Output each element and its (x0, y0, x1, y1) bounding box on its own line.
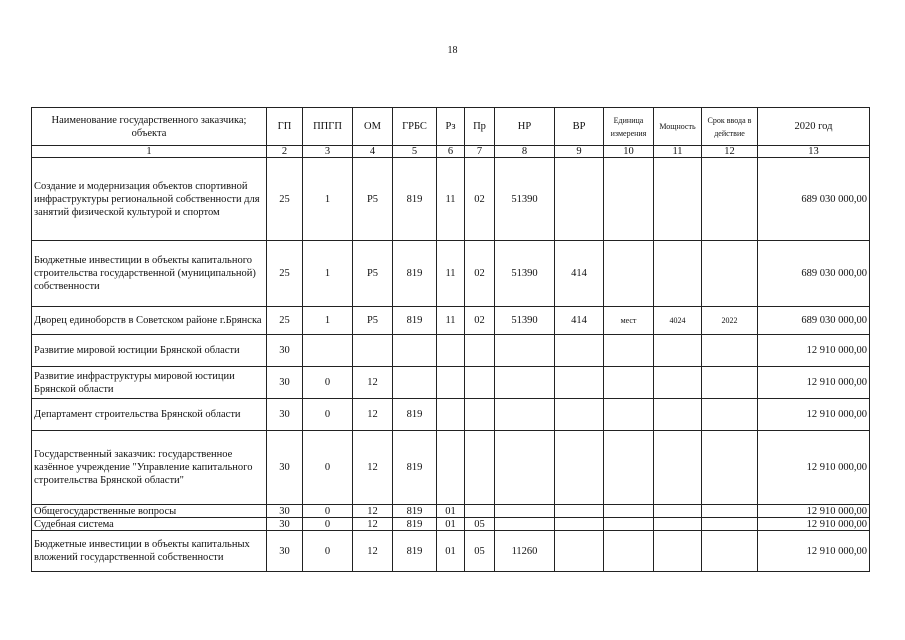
cell-vr (555, 367, 604, 399)
column-number: 1 (32, 146, 267, 158)
cell-gp: 30 (267, 335, 303, 367)
cell-pr: 05 (465, 531, 495, 572)
cell-om (353, 335, 393, 367)
cell-amount: 12 910 000,00 (758, 505, 870, 518)
cell-rz: 01 (437, 531, 465, 572)
cell-amount: 12 910 000,00 (758, 399, 870, 431)
cell-rz: 01 (437, 505, 465, 518)
cell-amount: 12 910 000,00 (758, 518, 870, 531)
cell-unit (604, 158, 654, 241)
budget-table (31, 107, 870, 572)
page-number: 18 (447, 45, 458, 56)
cell-gp: 30 (267, 518, 303, 531)
header-cell: ОМ (353, 108, 393, 146)
header-row (32, 108, 870, 146)
cell-unit (604, 367, 654, 399)
cell-pr (465, 367, 495, 399)
table-row (32, 431, 870, 505)
cell-grbs (393, 335, 437, 367)
cell-ppgp: 0 (303, 399, 353, 431)
cell-grbs: 819 (393, 241, 437, 307)
cell-name: Создание и модернизация объектов спортивной инфраструктуры региональной собственности для занятий физической культурой и спортом (32, 158, 267, 241)
cell-rz: 01 (437, 518, 465, 531)
cell-unit (604, 335, 654, 367)
cell-amount: 12 910 000,00 (758, 367, 870, 399)
cell-nr (495, 505, 555, 518)
table-row (32, 531, 870, 572)
column-number: 4 (353, 146, 393, 158)
cell-term (702, 431, 758, 505)
cell-vr (555, 431, 604, 505)
cell-nr: 11260 (495, 531, 555, 572)
cell-capacity (654, 518, 702, 531)
column-number: 7 (465, 146, 495, 158)
cell-rz: 11 (437, 241, 465, 307)
cell-ppgp (303, 335, 353, 367)
cell-term (702, 367, 758, 399)
cell-amount: 689 030 000,00 (758, 241, 870, 307)
cell-unit (604, 531, 654, 572)
header-cell: ВР (555, 108, 604, 146)
cell-nr: 51390 (495, 307, 555, 335)
header-cell: Наименование государственного заказчика; объекта (32, 108, 267, 146)
header-cell: Мощность (654, 108, 702, 146)
cell-name: Общегосударственные вопросы (32, 505, 267, 518)
cell-om: 12 (353, 367, 393, 399)
column-number: 5 (393, 146, 437, 158)
cell-ppgp: 0 (303, 531, 353, 572)
cell-pr: 05 (465, 518, 495, 531)
cell-term: 2022 (702, 307, 758, 335)
cell-rz: 11 (437, 307, 465, 335)
cell-pr (465, 505, 495, 518)
cell-rz: 11 (437, 158, 465, 241)
cell-om: Р5 (353, 158, 393, 241)
cell-vr (555, 531, 604, 572)
cell-term (702, 335, 758, 367)
cell-capacity (654, 158, 702, 241)
header-cell: Рз (437, 108, 465, 146)
header-cell: НР (495, 108, 555, 146)
cell-vr: 414 (555, 307, 604, 335)
cell-pr: 02 (465, 241, 495, 307)
cell-om: 12 (353, 531, 393, 572)
cell-vr (555, 505, 604, 518)
cell-ppgp: 1 (303, 241, 353, 307)
cell-capacity (654, 335, 702, 367)
cell-pr: 02 (465, 158, 495, 241)
cell-ppgp: 1 (303, 307, 353, 335)
column-number: 10 (604, 146, 654, 158)
table-row (32, 518, 870, 531)
header-cell: 2020 год (758, 108, 870, 146)
cell-ppgp: 0 (303, 367, 353, 399)
cell-ppgp: 1 (303, 158, 353, 241)
cell-gp: 30 (267, 531, 303, 572)
cell-name: Государственный заказчик: государственное казённое учреждение "Управление капитального строительства Брянской области" (32, 431, 267, 505)
header-cell: Пр (465, 108, 495, 146)
cell-term (702, 518, 758, 531)
cell-name: Развитие мировой юстиции Брянской области (32, 335, 267, 367)
cell-pr: 02 (465, 307, 495, 335)
cell-grbs (393, 367, 437, 399)
cell-name: Бюджетные инвестиции в объекты капитального строительства государственной (муниципальной) собственности (32, 241, 267, 307)
cell-vr (555, 158, 604, 241)
cell-pr (465, 335, 495, 367)
cell-unit: мест (604, 307, 654, 335)
column-number: 3 (303, 146, 353, 158)
cell-om: 12 (353, 518, 393, 531)
header-cell: ГРБС (393, 108, 437, 146)
cell-nr (495, 431, 555, 505)
header-cell: Срок ввода в действие (702, 108, 758, 146)
cell-capacity (654, 505, 702, 518)
cell-pr (465, 399, 495, 431)
cell-gp: 30 (267, 431, 303, 505)
cell-unit (604, 399, 654, 431)
cell-capacity (654, 399, 702, 431)
table-row (32, 367, 870, 399)
cell-amount: 12 910 000,00 (758, 335, 870, 367)
cell-name: Судебная система (32, 518, 267, 531)
cell-vr (555, 399, 604, 431)
cell-om: 12 (353, 505, 393, 518)
cell-grbs: 819 (393, 531, 437, 572)
cell-vr (555, 518, 604, 531)
cell-ppgp: 0 (303, 518, 353, 531)
column-number: 8 (495, 146, 555, 158)
cell-gp: 30 (267, 399, 303, 431)
cell-nr: 51390 (495, 241, 555, 307)
cell-nr: 51390 (495, 158, 555, 241)
cell-amount: 689 030 000,00 (758, 158, 870, 241)
cell-nr (495, 335, 555, 367)
cell-nr (495, 367, 555, 399)
table-row (32, 241, 870, 307)
cell-gp: 25 (267, 241, 303, 307)
cell-gp: 25 (267, 307, 303, 335)
cell-ppgp: 0 (303, 505, 353, 518)
table-row (32, 335, 870, 367)
cell-capacity (654, 531, 702, 572)
cell-capacity: 4024 (654, 307, 702, 335)
cell-rz (437, 335, 465, 367)
header-cell: ГП (267, 108, 303, 146)
cell-unit (604, 505, 654, 518)
cell-om: 12 (353, 399, 393, 431)
cell-term (702, 531, 758, 572)
cell-rz (437, 399, 465, 431)
column-number: 6 (437, 146, 465, 158)
cell-amount: 689 030 000,00 (758, 307, 870, 335)
column-number: 11 (654, 146, 702, 158)
column-number-row (32, 146, 870, 158)
table-row (32, 307, 870, 335)
cell-name: Бюджетные инвестиции в объекты капитальных вложений государственной собственности (32, 531, 267, 572)
cell-unit (604, 431, 654, 505)
cell-term (702, 505, 758, 518)
table-row (32, 505, 870, 518)
cell-amount: 12 910 000,00 (758, 431, 870, 505)
cell-grbs: 819 (393, 505, 437, 518)
cell-pr (465, 431, 495, 505)
cell-gp: 30 (267, 367, 303, 399)
cell-capacity (654, 241, 702, 307)
cell-gp: 30 (267, 505, 303, 518)
table-row (32, 158, 870, 241)
cell-nr (495, 518, 555, 531)
cell-rz (437, 431, 465, 505)
cell-om: Р5 (353, 307, 393, 335)
cell-amount: 12 910 000,00 (758, 531, 870, 572)
cell-gp: 25 (267, 158, 303, 241)
cell-name: Развитие инфраструктуры мировой юстиции Брянской области (32, 367, 267, 399)
cell-om: Р5 (353, 241, 393, 307)
cell-vr (555, 335, 604, 367)
header-cell: Единица измерения (604, 108, 654, 146)
table-row (32, 399, 870, 431)
cell-name: Дворец единоборств в Советском районе г.Брянска (32, 307, 267, 335)
cell-capacity (654, 367, 702, 399)
cell-unit (604, 518, 654, 531)
cell-rz (437, 367, 465, 399)
cell-term (702, 399, 758, 431)
cell-term (702, 241, 758, 307)
cell-capacity (654, 431, 702, 505)
cell-name: Департамент строительства Брянской области (32, 399, 267, 431)
cell-grbs: 819 (393, 518, 437, 531)
cell-unit (604, 241, 654, 307)
header-cell: ППГП (303, 108, 353, 146)
cell-grbs: 819 (393, 158, 437, 241)
cell-om: 12 (353, 431, 393, 505)
column-number: 12 (702, 146, 758, 158)
column-number: 9 (555, 146, 604, 158)
column-number: 13 (758, 146, 870, 158)
cell-grbs: 819 (393, 431, 437, 505)
column-number: 2 (267, 146, 303, 158)
cell-grbs: 819 (393, 307, 437, 335)
cell-nr (495, 399, 555, 431)
cell-term (702, 158, 758, 241)
cell-ppgp: 0 (303, 431, 353, 505)
table-body (32, 158, 870, 572)
cell-vr: 414 (555, 241, 604, 307)
cell-grbs: 819 (393, 399, 437, 431)
